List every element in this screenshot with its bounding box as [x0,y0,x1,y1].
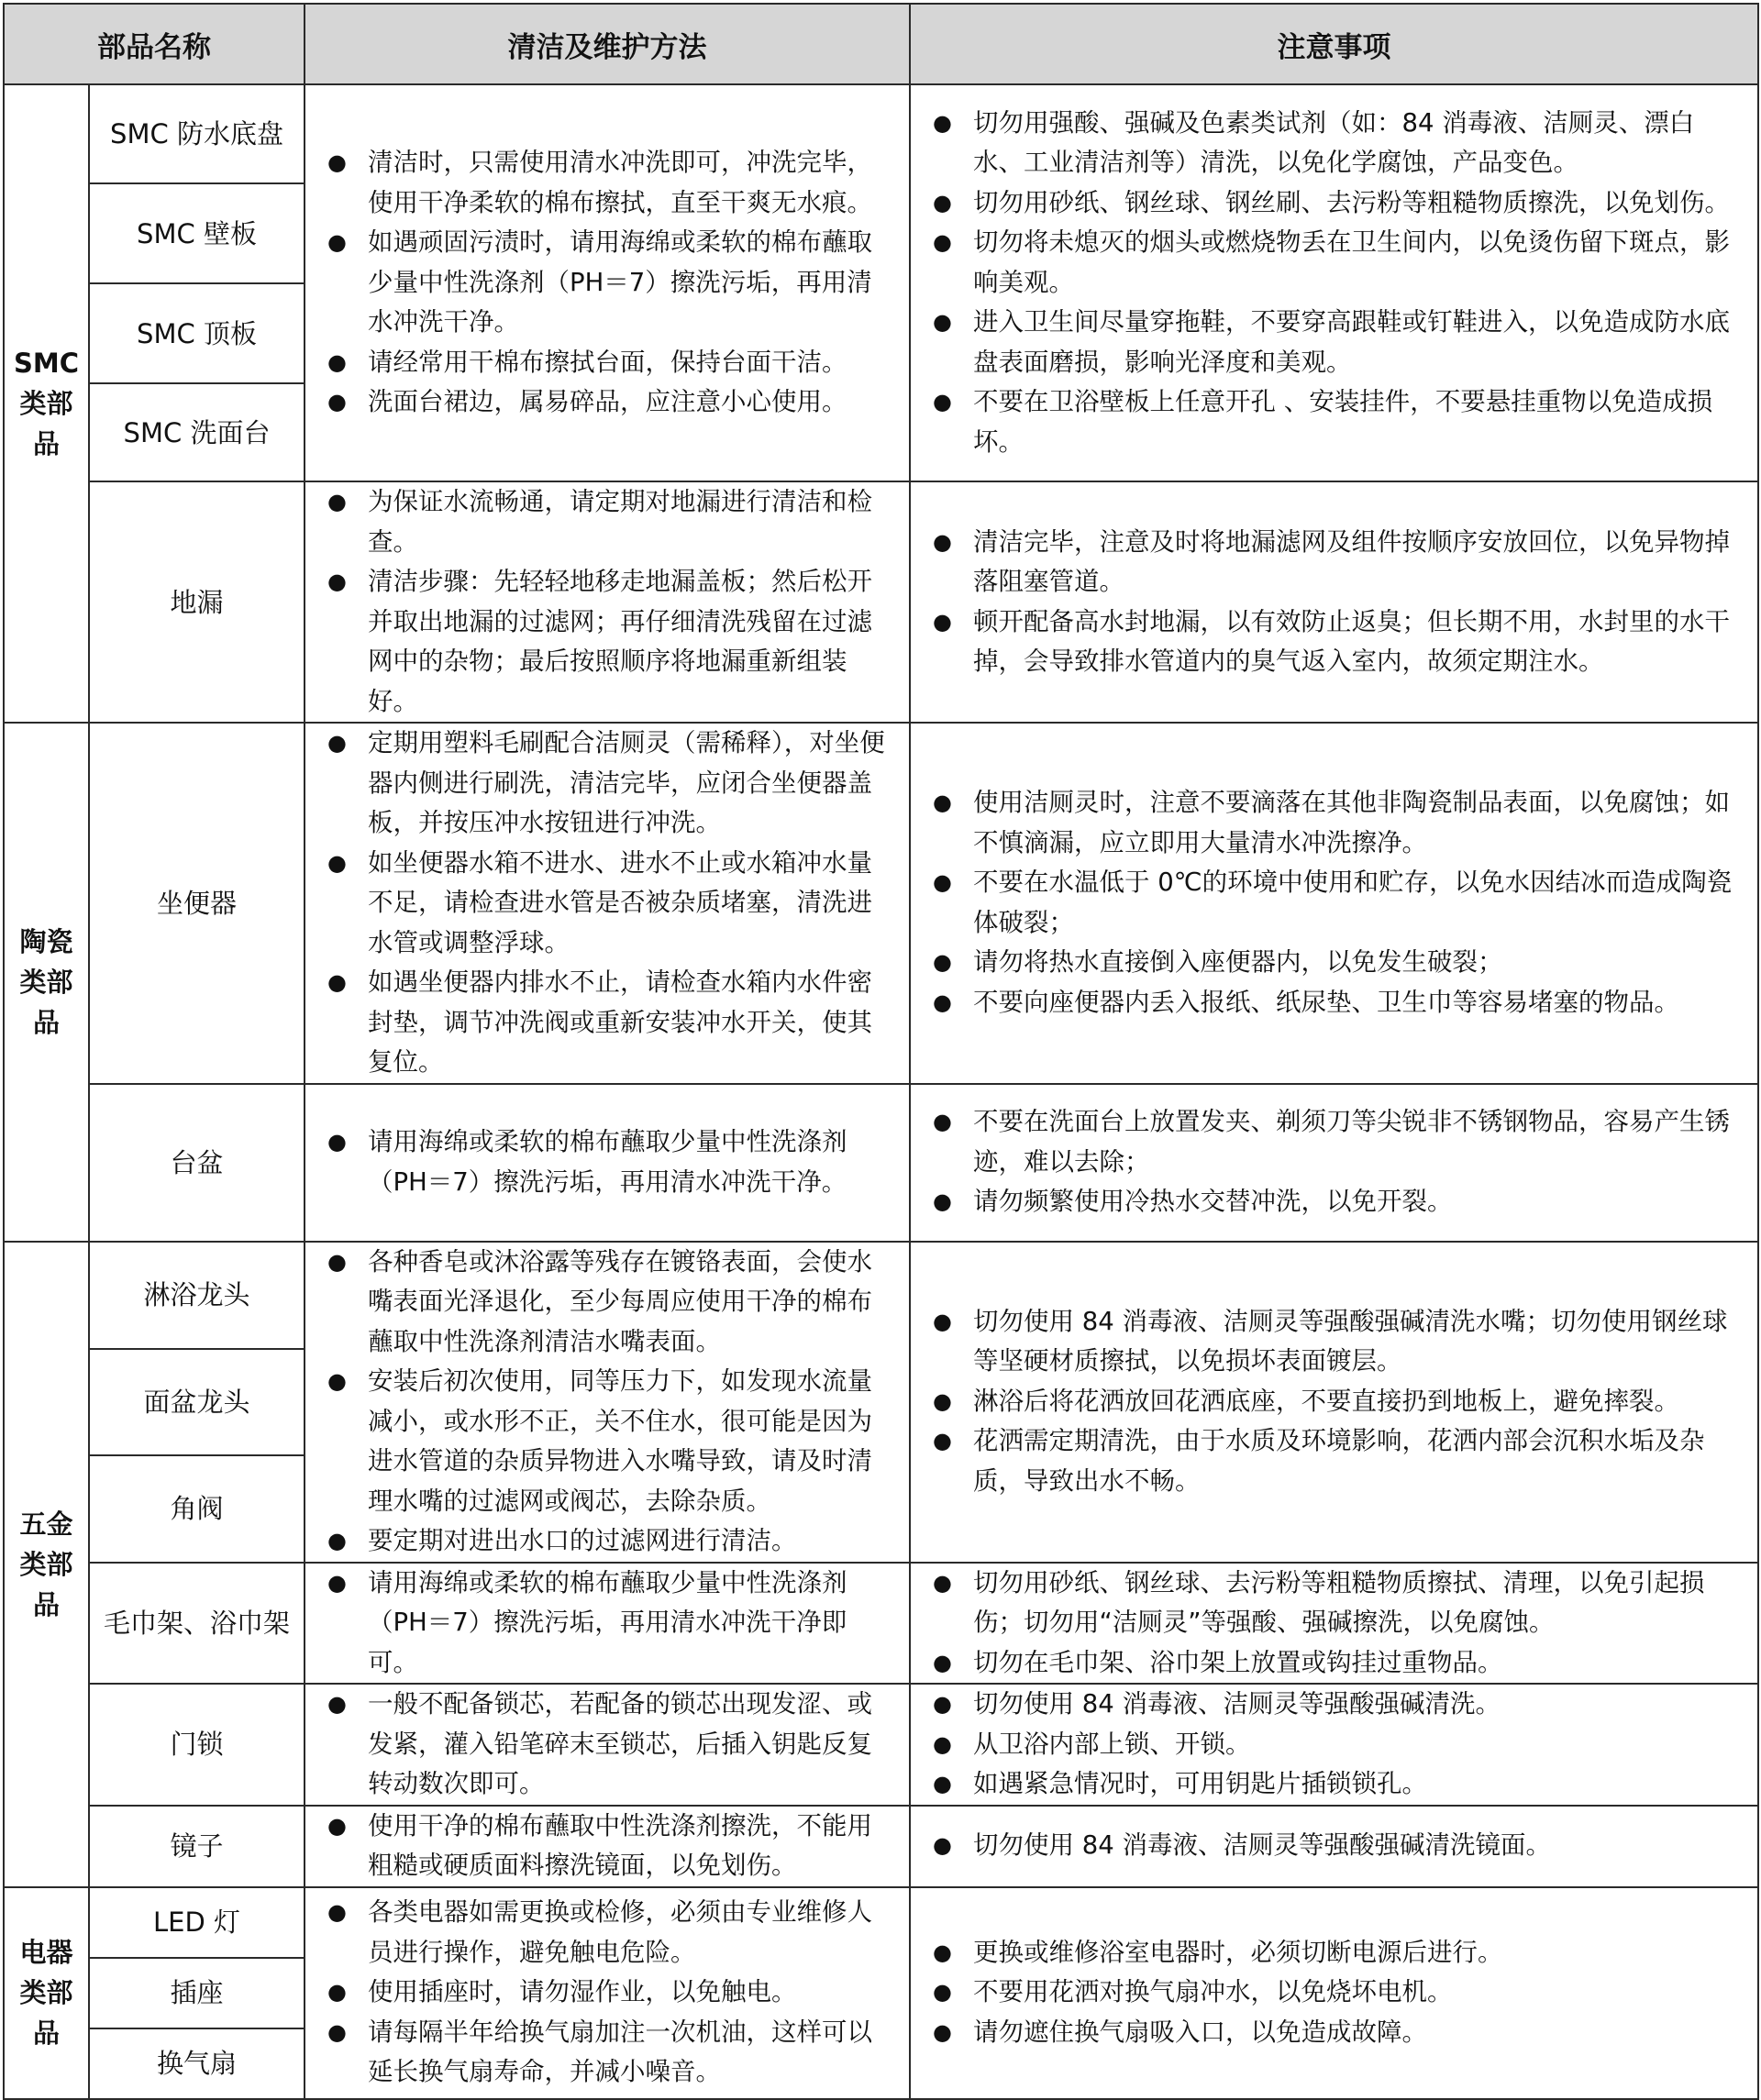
list-item-text: 如遇顽固污渍时，请用海绵或柔软的棉布蘸取少量中性洗涤剂（PH＝7）擦洗污垢，再用清水冲洗干净。 [368,227,872,337]
bullet-icon: ● [933,389,952,415]
list-item [313,482,896,562]
list-item-text: 安装后初次使用，同等压力下，如发现水流量减小，或水形不正，关不住水，很可能是因为进水管道的杂质异物进入水嘴导致，请及时清理水嘴的过滤网或阀芯，去除杂质。 [368,1366,872,1516]
bullet-icon: ● [327,1528,347,1553]
list-item [918,523,1744,602]
list-item-text: 清洁完毕，注意及时将地漏滤网及组件按顺序安放回位，以免异物掉落阻塞管道。 [973,526,1730,596]
method-cell [305,1806,910,1887]
method-list [313,1807,896,1886]
bullet-icon: ● [327,229,347,256]
list-item [313,562,896,722]
bullet-icon: ● [933,1771,952,1796]
notes-cell [910,1242,1758,1563]
list-item [918,1302,1744,1382]
list-item [918,983,1744,1023]
part-fan: 换气扇 [89,2028,305,2099]
list-item [918,382,1744,462]
list-item-text: 请勿将热水直接倒入座便器内，以免发生破裂； [973,947,1503,978]
list-item-text: 切勿将未熄灭的烟头或燃烧物丢在卫生间内，以免烫伤留下斑点，影响美观。 [973,227,1730,297]
list-item-text: 顿开配备高水封地漏，以有效防止返臭；但长期不用，水封里的水干掉，会导致排水管道内的臭气返入室内，故须定期注水。 [973,606,1730,676]
list-item [918,943,1744,983]
notes-cell [910,1563,1758,1685]
method-cell [305,1684,910,1806]
list-item [918,1421,1744,1501]
list-item [313,724,896,844]
bullet-icon: ● [327,149,347,176]
list-item-text: 使用插座时，请勿湿作业，以免触电。 [368,1977,797,2007]
list-item [313,2013,896,2093]
list-item-text: 各种香皂或沐浴露等残存在镀铬表面，会使水嘴表面光泽退化，至少每周应使用干净的棉布蘸取中性洗涤剂清洁水嘴表面。 [368,1246,872,1356]
method-list [313,143,896,423]
list-item-text: 切勿用强酸、强碱及色素类试剂（如：84 消毒液、洁厕灵、漂白水、工业清洁剂等）清洗，以免化学腐蚀，产品变色。 [973,107,1695,178]
method-list [313,724,896,1083]
bullet-icon: ● [933,1569,952,1596]
part-basin-faucet: 面盆龙头 [89,1349,305,1455]
bullet-icon: ● [933,869,952,896]
list-item [918,2013,1744,2053]
list-item-text: 不要在卫浴壁板上任意开孔 、安装挂件，不要悬挂重物以免造成损坏。 [973,387,1713,457]
list-item [918,1725,1744,1765]
bullet-icon: ● [933,1428,952,1454]
notes-list [918,1685,1744,1805]
bullet-icon: ● [933,2018,952,2045]
method-list [313,1122,896,1202]
bullet-icon: ● [933,528,952,555]
table-row [4,1084,1758,1242]
notes-list [918,104,1744,463]
method-cell [305,1242,910,1563]
list-item-text: 不要在洗面台上放置发夹、剃须刀等尖锐非不锈钢物品，容易产生锈迹，难以去除； [973,1107,1730,1177]
list-item [313,1521,896,1562]
table-row [4,1684,1758,1806]
bullet-icon: ● [327,569,347,594]
list-item-text: 切勿用砂纸、钢丝球、去污粉等粗糙物质擦拭、清理，以免引起损伤；切勿用“洁厕灵”等强酸、强碱擦洗，以免腐蚀。 [973,1567,1705,1637]
list-item-text: 使用洁厕灵时，注意不要滴落在其他非陶瓷制品表面，以免腐蚀；如不慎滴漏，应立即用大量清水冲洗擦净。 [973,788,1730,857]
list-item [918,1826,1744,1866]
list-item [918,303,1744,382]
list-item-text: 要定期对进出水口的过滤网进行清洁。 [368,1526,797,1555]
bullet-icon: ● [933,1188,952,1215]
list-item-text: 更换或维修浴室电器时，必须切断电源后进行。 [973,1937,1503,1967]
list-item-text: 进入卫生间尽量穿拖鞋，不要穿高跟鞋或钉鞋进入，以免造成防水底盘表面磨损，影响光泽度和美观。 [973,307,1730,377]
bullet-icon: ● [327,489,347,514]
notes-list [918,1102,1744,1222]
list-item-text: 请每隔半年给换气扇加注一次机油，这样可以延长换气扇寿命，并减小噪音。 [368,2017,872,2087]
part-toilet: 坐便器 [89,723,305,1084]
notes-cell [910,1887,1758,2099]
category-ceramic: 陶瓷类部品 [4,723,89,1242]
list-item-text: 请用海绵或柔软的棉布蘸取少量中性洗涤剂（PH＝7）擦洗污垢，再用清水冲洗干净即可。 [368,1567,847,1677]
list-item [313,223,896,343]
table-row [4,1806,1758,1887]
category-electrical: 电器类部品 [4,1887,89,2099]
bullet-icon: ● [933,109,952,136]
list-item-text: 如遇坐便器内排水不止，请检查水箱内水件密封垫，调节冲洗阀或重新安装冲水开关，使其复位。 [368,967,872,1077]
method-cell [305,481,910,723]
list-item [313,1685,896,1805]
bullet-icon: ● [327,1691,347,1717]
bullet-icon: ● [933,309,952,336]
bullet-icon: ● [933,229,952,256]
part-smc-basin: SMC 洗面台 [89,383,305,481]
bullet-icon: ● [933,1387,952,1414]
list-item [918,104,1744,183]
list-item-text: 切勿使用 84 消毒液、洁厕灵等强酸强碱清洗水嘴；切勿使用钢丝球等坚硬材质擦拭，以免损坏表面镀层。 [973,1306,1728,1376]
header-notes: 注意事项 [910,4,1758,84]
list-item [918,863,1744,943]
method-cell [305,723,910,1084]
list-item-text: 不要向座便器内丢入报纸、纸尿垫、卫生巾等容易堵塞的物品。 [973,987,1679,1017]
list-item-text: 各类电器如需更换或检修，必须由专业维修人员进行操作，避免触电危险。 [368,1897,872,1967]
bullet-icon: ● [933,949,952,976]
list-item-text: 切勿使用 84 消毒液、洁厕灵等强酸强碱清洗。 [973,1689,1501,1719]
list-item-text: 一般不配备锁芯，若配备的锁芯出现发涩、或发紧，灌入铅笔碎末至锁芯，后插入钥匙反复转动数次即可。 [368,1689,872,1798]
list-item [313,1122,896,1202]
list-item [918,223,1744,303]
list-item [918,1182,1744,1222]
table-row [4,84,1758,183]
list-item [918,1102,1744,1182]
notes-cell [910,481,1758,723]
notes-cell [910,1084,1758,1242]
bullet-icon: ● [933,1308,952,1334]
bullet-icon: ● [327,1569,347,1596]
list-item [918,1382,1744,1422]
list-item [918,1685,1744,1725]
table-row [4,481,1758,723]
bullet-icon: ● [327,2018,347,2045]
list-item-text: 清洁步骤：先轻轻地移走地漏盖板；然后松开并取出地漏的过滤网；再仔细清洗残留在过滤网中的杂物；最后按照顺序将地漏重新组装好。 [368,567,872,716]
method-list [313,1564,896,1684]
list-item-text: 洗面台裙边，属易碎品，应注意小心使用。 [368,387,847,417]
method-cell [305,1084,910,1242]
notes-list [918,1826,1744,1866]
bullet-icon: ● [933,1939,952,1965]
bullet-icon: ● [327,1248,347,1275]
header-row [4,4,1758,84]
bullet-icon: ● [933,1832,952,1859]
bullet-icon: ● [327,1979,347,2006]
method-list [313,1893,896,2093]
notes-list [918,1564,1744,1684]
bullet-icon: ● [327,849,347,876]
bullet-icon: ● [933,1979,952,2006]
notes-cell [910,1806,1758,1887]
list-item [313,1243,896,1363]
part-smc-base: SMC 防水底盘 [89,84,305,183]
list-item [313,1807,896,1886]
bullet-icon: ● [327,389,347,415]
list-item [918,1973,1744,2013]
part-smc-ceiling: SMC 顶板 [89,283,305,383]
list-item-text: 请用海绵或柔软的棉布蘸取少量中性洗涤剂（PH＝7）擦洗污垢，再用清水冲洗干净。 [368,1127,847,1197]
method-cell [305,84,910,481]
part-angle-valve: 角阀 [89,1455,305,1562]
list-item-text: 淋浴后将花洒放回花洒底座，不要直接扔到地板上，避免摔裂。 [973,1386,1679,1416]
list-item [918,1643,1744,1684]
list-item-text: 从卫浴内部上锁、开锁。 [973,1729,1251,1759]
list-item-text: 不要用花洒对换气扇冲水，以免烧坏电机。 [973,1977,1453,2007]
list-item [313,1893,896,1973]
table-row [4,1887,1758,1958]
notes-list [918,1302,1744,1502]
part-floor-drain: 地漏 [89,481,305,723]
list-item [918,1933,1744,1973]
category-smc: SMC类部品 [4,84,89,723]
part-basin: 台盆 [89,1084,305,1242]
bullet-icon: ● [327,1812,347,1839]
bullet-icon: ● [933,1109,952,1135]
bullet-icon: ● [933,189,952,216]
notes-list [918,783,1744,1022]
list-item-text: 请勿频繁使用冷热水交替冲洗，以免开裂。 [973,1187,1453,1217]
list-item [313,343,896,383]
part-smc-wall: SMC 壁板 [89,183,305,283]
list-item-text: 定期用塑料毛刷配合洁厕灵（需稀释），对坐便器内侧进行刷洗，清洁完毕，应闭合坐便器盖板，并按压冲水按钮进行冲洗。 [368,728,885,837]
maintenance-table [3,3,1759,2100]
bullet-icon: ● [933,790,952,816]
notes-cell [910,723,1758,1084]
bullet-icon: ● [933,608,952,635]
method-list [313,1243,896,1562]
part-shower-faucet: 淋浴龙头 [89,1242,305,1349]
method-list [313,482,896,722]
list-item [918,783,1744,863]
bullet-icon: ● [933,1730,952,1757]
list-item-text: 使用干净的棉布蘸取中性洗涤剂擦洗，不能用粗糙或硬质面料擦洗镜面，以免划伤。 [368,1810,872,1880]
list-item [313,1973,896,2013]
part-towel-rack: 毛巾架、浴巾架 [89,1563,305,1685]
list-item [313,1362,896,1521]
part-door-lock: 门锁 [89,1684,305,1806]
bullet-icon: ● [327,730,347,756]
list-item [313,963,896,1083]
list-item-text: 请勿遮住换气扇吸入口，以免造成故障。 [973,2017,1427,2047]
bullet-icon: ● [933,1649,952,1675]
bullet-icon: ● [327,1129,347,1155]
table-row [4,1563,1758,1685]
bullet-icon: ● [327,969,347,995]
list-item [313,382,896,423]
list-item-text: 切勿在毛巾架、浴巾架上放置或钩挂过重物品。 [973,1647,1503,1677]
list-item-text: 如坐便器水箱不进水、进水不止或水箱冲水量不足，请检查进水管是否被杂质堵塞，清洗进水管或调整浮球。 [368,847,872,957]
list-item-text: 如遇紧急情况时，可用钥匙片插锁锁孔。 [973,1769,1427,1798]
method-cell [305,1887,910,2099]
list-item [918,1564,1744,1643]
header-part-name: 部品名称 [4,4,305,84]
notes-list [918,1933,1744,2053]
method-list [313,1685,896,1805]
bullet-icon: ● [327,348,347,375]
list-item [313,1564,896,1684]
bullet-icon: ● [933,989,952,1015]
bullet-icon: ● [933,1691,952,1717]
category-hardware: 五金类部品 [4,1242,89,1887]
bullet-icon: ● [327,1368,347,1394]
list-item [313,143,896,223]
notes-cell [910,1684,1758,1806]
bullet-icon: ● [327,1899,347,1926]
list-item-text: 切勿使用 84 消毒液、洁厕灵等强酸强碱清洗镜面。 [973,1830,1551,1861]
list-item [918,1764,1744,1805]
list-item-text: 请经常用干棉布擦拭台面，保持台面干洁。 [368,347,847,377]
notes-list [918,523,1744,682]
list-item-text: 为保证水流畅通，请定期对地漏进行清洁和检查。 [368,487,872,557]
list-item [313,844,896,964]
table-row [4,1242,1758,1349]
list-item-text: 切勿用砂纸、钢丝球、钢丝刷、去污粉等粗糙物质擦洗，以免划伤。 [973,187,1730,217]
list-item-text: 不要在水温低于 0℃的环境中使用和贮存，以免水因结冰而造成陶瓷体破裂； [973,868,1733,937]
list-item [918,183,1744,224]
part-mirror: 镜子 [89,1806,305,1887]
table-row [4,723,1758,1084]
list-item-text: 花洒需定期清洗，由于水质及环境影响，花洒内部会沉积水垢及杂质，导致出水不畅。 [973,1426,1705,1496]
header-method: 清洁及维护方法 [305,4,910,84]
part-socket: 插座 [89,1958,305,2028]
notes-cell [910,84,1758,481]
list-item [918,602,1744,682]
list-item-text: 清洁时，只需使用清水冲洗即可，冲洗完毕，使用干净柔软的棉布擦拭，直至干爽无水痕。 [368,148,872,217]
part-led-light: LED 灯 [89,1887,305,1958]
method-cell [305,1563,910,1685]
